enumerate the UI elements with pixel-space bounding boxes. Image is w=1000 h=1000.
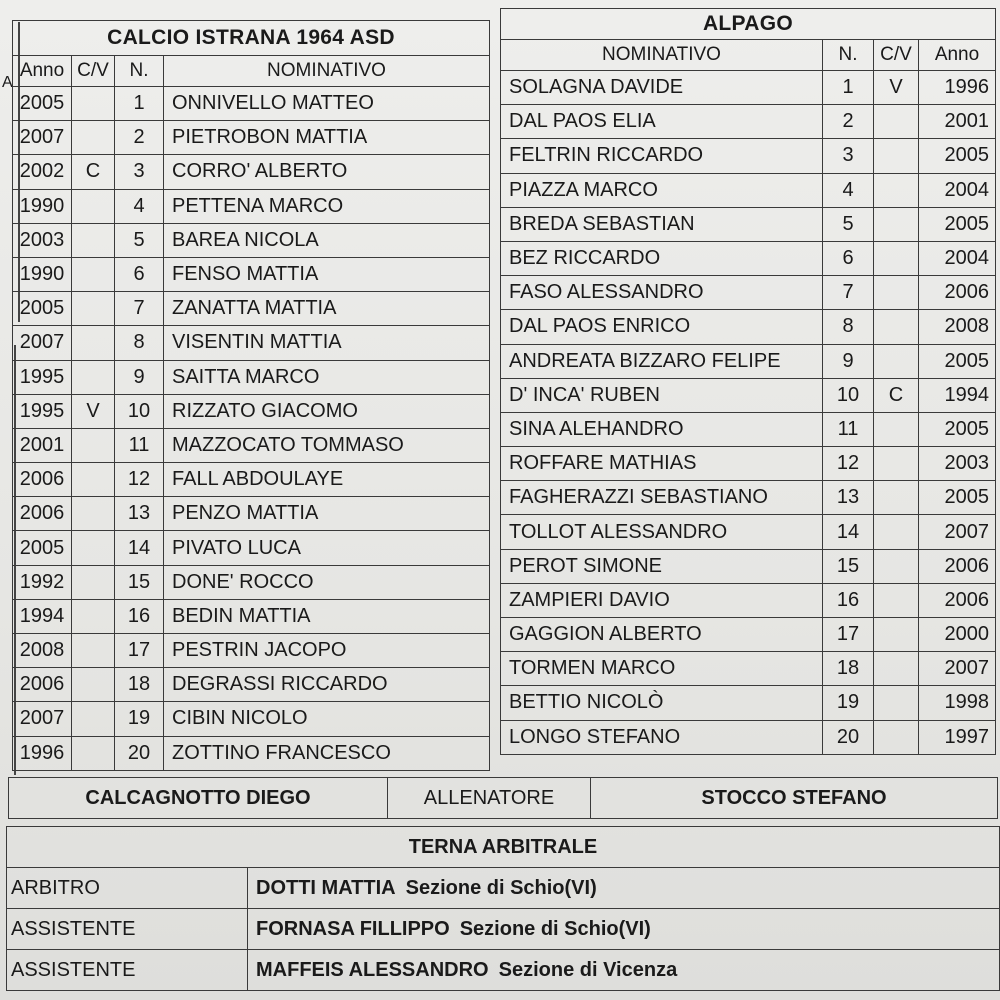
home-player-number: 4 [115,189,164,223]
home-player-anno: 2005 [13,292,72,326]
home-player-row [13,292,490,326]
home-player-row [13,599,490,633]
away-player-name: TORMEN MARCO [501,652,823,686]
away-player-row [501,173,996,207]
home-player-number: 3 [115,155,164,189]
away-player-row [501,105,996,139]
home-player-row [13,257,490,291]
home-player-cv [72,565,115,599]
away-player-name: ZAMPIERI DAVIO [501,583,823,617]
away-player-number: 15 [823,549,874,583]
left-edge-letter: A [2,74,13,91]
away-player-number: 19 [823,686,874,720]
away-player-anno: 2005 [919,412,996,446]
away-header-name: NOMINATIVO [501,40,823,71]
home-player-name: SAITTA MARCO [164,360,490,394]
home-player-name: MAZZOCATO TOMMASO [164,428,490,462]
referee-name: MAFFEIS ALESSANDRO [256,958,489,981]
home-player-name: ZOTTINO FRANCESCO [164,736,490,770]
away-player-name: LONGO STEFANO [501,720,823,754]
away-player-number: 14 [823,515,874,549]
away-player-name: TOLLOT ALESSANDRO [501,515,823,549]
away-player-number: 5 [823,207,874,241]
home-player-anno: 2005 [13,87,72,121]
home-player-cv [72,87,115,121]
away-player-anno: 1997 [919,720,996,754]
away-player-cv [874,720,919,754]
home-player-number: 20 [115,736,164,770]
away-player-cv [874,105,919,139]
home-player-anno: 1990 [13,257,72,291]
away-header-cv: C/V [874,40,919,71]
referee-section: Sezione di Schio(VI) [459,917,651,940]
referees-table [6,826,1000,991]
home-player-cv [72,223,115,257]
away-player-row [501,447,996,481]
home-player-name: PESTRIN JACOPO [164,634,490,668]
away-player-row [501,583,996,617]
away-player-anno: 2004 [919,173,996,207]
home-player-anno: 2006 [13,497,72,531]
away-player-anno: 1996 [919,71,996,105]
home-player-row [13,121,490,155]
home-player-cv [72,257,115,291]
away-player-cv [874,276,919,310]
away-player-number: 13 [823,481,874,515]
home-player-cv [72,292,115,326]
home-player-row [13,428,490,462]
away-player-anno: 2007 [919,515,996,549]
referee-role: ARBITRO [7,868,248,909]
away-team-name: ALPAGO [501,9,996,40]
away-player-anno: 2004 [919,241,996,275]
away-player-number: 10 [823,378,874,412]
home-player-number: 6 [115,257,164,291]
away-player-name: ANDREATA BIZZARO FELIPE [501,344,823,378]
home-player-cv [72,497,115,531]
away-player-name: BREDA SEBASTIAN [501,207,823,241]
home-player-anno: 1995 [13,394,72,428]
away-player-name: D' INCA' RUBEN [501,378,823,412]
home-player-anno: 2003 [13,223,72,257]
away-header-n: N. [823,40,874,71]
referees-rows [7,868,1000,991]
away-player-cv [874,481,919,515]
home-player-row [13,223,490,257]
away-player-name: GAGGION ALBERTO [501,618,823,652]
away-player-anno: 2005 [919,139,996,173]
away-player-row [501,652,996,686]
away-player-row [501,549,996,583]
home-player-name: PIVATO LUCA [164,531,490,565]
away-player-anno: 1994 [919,378,996,412]
home-player-number: 13 [115,497,164,531]
home-player-number: 16 [115,599,164,633]
away-player-cv [874,686,919,720]
home-player-anno: 1990 [13,189,72,223]
home-players [13,87,490,771]
away-player-anno: 2006 [919,549,996,583]
home-player-cv [72,599,115,633]
home-player-row [13,394,490,428]
away-player-anno: 2007 [919,652,996,686]
away-player-name: BETTIO NICOLÒ [501,686,823,720]
away-player-cv [874,412,919,446]
away-player-name: ROFFARE MATHIAS [501,447,823,481]
away-player-cv [874,310,919,344]
away-player-number: 18 [823,652,874,686]
away-player-cv [874,549,919,583]
home-player-anno: 2002 [13,155,72,189]
away-player-row [501,310,996,344]
home-player-name: PIETROBON MATTIA [164,121,490,155]
home-player-cv [72,428,115,462]
home-player-number: 1 [115,87,164,121]
home-player-anno: 2007 [13,121,72,155]
home-player-name: VISENTIN MATTIA [164,326,490,360]
home-player-row [13,326,490,360]
home-player-row [13,497,490,531]
home-player-cv [72,702,115,736]
home-player-name: DONE' ROCCO [164,565,490,599]
home-player-number: 7 [115,292,164,326]
home-player-cv: V [72,394,115,428]
away-player-row [501,481,996,515]
home-player-number: 12 [115,463,164,497]
away-player-name: FELTRIN RICCARDO [501,139,823,173]
away-player-cv [874,583,919,617]
referee-row [7,950,1000,991]
home-player-row [13,668,490,702]
away-player-name: SOLAGNA DAVIDE [501,71,823,105]
home-player-name: RIZZATO GIACOMO [164,394,490,428]
away-player-cv [874,618,919,652]
away-player-row [501,720,996,754]
home-player-number: 2 [115,121,164,155]
home-player-anno: 1994 [13,599,72,633]
away-player-row [501,241,996,275]
away-player-number: 16 [823,583,874,617]
home-header-name: NOMINATIVO [164,56,490,87]
home-player-anno: 2005 [13,531,72,565]
home-player-cv [72,668,115,702]
home-player-cv [72,736,115,770]
home-player-number: 9 [115,360,164,394]
home-player-row [13,565,490,599]
home-player-number: 18 [115,668,164,702]
home-player-row [13,87,490,121]
away-coach: STOCCO STEFANO [591,778,998,819]
coaches-row [8,777,998,819]
away-player-anno: 2001 [919,105,996,139]
referee-role: ASSISTENTE [7,909,248,950]
away-player-number: 1 [823,71,874,105]
away-player-number: 3 [823,139,874,173]
home-player-anno: 2006 [13,668,72,702]
home-player-anno: 2006 [13,463,72,497]
home-player-number: 5 [115,223,164,257]
away-player-row [501,412,996,446]
away-player-anno: 2005 [919,207,996,241]
referee-row [7,909,1000,950]
away-team-table [500,8,996,755]
away-player-number: 17 [823,618,874,652]
home-player-row [13,360,490,394]
away-player-cv [874,139,919,173]
home-player-name: CIBIN NICOLO [164,702,490,736]
away-players [501,71,996,755]
home-player-number: 15 [115,565,164,599]
referee-info [248,909,1000,950]
away-player-anno: 2000 [919,618,996,652]
home-player-cv: C [72,155,115,189]
home-player-name: ZANATTA MATTIA [164,292,490,326]
away-player-cv [874,652,919,686]
home-player-anno: 2001 [13,428,72,462]
home-player-cv [72,326,115,360]
home-player-name: DEGRASSI RICCARDO [164,668,490,702]
home-header-n: N. [115,56,164,87]
home-player-row [13,189,490,223]
home-player-name: FENSO MATTIA [164,257,490,291]
home-player-name: PENZO MATTIA [164,497,490,531]
referee-info [248,868,1000,909]
home-player-name: CORRO' ALBERTO [164,155,490,189]
home-player-number: 17 [115,634,164,668]
home-player-row [13,463,490,497]
away-player-row [501,378,996,412]
away-player-name: FAGHERAZZI SEBASTIANO [501,481,823,515]
referee-name: FORNASA FILLIPPO [256,917,450,940]
away-player-number: 20 [823,720,874,754]
away-player-anno: 2005 [919,344,996,378]
away-player-number: 11 [823,412,874,446]
away-player-anno: 1998 [919,686,996,720]
referee-section: Sezione di Schio(VI) [405,876,597,899]
home-player-cv [72,531,115,565]
home-player-number: 19 [115,702,164,736]
referee-name: DOTTI MATTIA [256,876,396,899]
away-player-name: PIAZZA MARCO [501,173,823,207]
away-player-name: PEROT SIMONE [501,549,823,583]
home-player-number: 11 [115,428,164,462]
home-player-row [13,531,490,565]
away-player-name: DAL PAOS ENRICO [501,310,823,344]
home-player-number: 14 [115,531,164,565]
home-player-number: 10 [115,394,164,428]
away-player-cv [874,173,919,207]
away-player-name: SINA ALEHANDRO [501,412,823,446]
referee-row [7,868,1000,909]
home-header-cv: C/V [72,56,115,87]
home-player-cv [72,189,115,223]
home-player-anno: 1995 [13,360,72,394]
home-player-anno: 1992 [13,565,72,599]
away-player-cv [874,241,919,275]
home-player-row [13,155,490,189]
referee-role: ASSISTENTE [7,950,248,991]
home-player-cv [72,463,115,497]
home-player-name: BAREA NICOLA [164,223,490,257]
away-player-number: 8 [823,310,874,344]
away-player-cv [874,207,919,241]
away-player-cv: V [874,71,919,105]
home-player-cv [72,360,115,394]
home-team-name: CALCIO ISTRANA 1964 ASD [13,21,490,56]
away-player-cv [874,447,919,481]
home-header-anno: Anno [13,56,72,87]
away-player-number: 7 [823,276,874,310]
away-player-cv: C [874,378,919,412]
away-player-name: FASO ALESSANDRO [501,276,823,310]
home-player-name: BEDIN MATTIA [164,599,490,633]
home-coach: CALCAGNOTTO DIEGO [9,778,388,819]
away-player-cv [874,344,919,378]
away-player-cv [874,515,919,549]
away-player-row [501,515,996,549]
home-team-table [12,20,490,771]
home-player-anno: 2008 [13,634,72,668]
home-player-name: PETTENA MARCO [164,189,490,223]
home-player-cv [72,121,115,155]
home-player-cv [72,634,115,668]
away-player-row [501,139,996,173]
home-player-row [13,634,490,668]
home-player-row [13,702,490,736]
home-player-row [13,736,490,770]
away-player-row [501,276,996,310]
away-header-anno: Anno [919,40,996,71]
away-player-number: 6 [823,241,874,275]
away-player-row [501,618,996,652]
away-player-anno: 2006 [919,276,996,310]
away-player-number: 4 [823,173,874,207]
away-player-anno: 2005 [919,481,996,515]
home-player-anno: 2007 [13,326,72,360]
home-player-name: FALL ABDOULAYE [164,463,490,497]
home-player-anno: 1996 [13,736,72,770]
away-player-number: 9 [823,344,874,378]
coach-label: ALLENATORE [388,778,591,819]
away-player-name: BEZ RICCARDO [501,241,823,275]
away-player-row [501,71,996,105]
away-player-anno: 2006 [919,583,996,617]
referee-info [248,950,1000,991]
referee-section: Sezione di Vicenza [498,958,678,981]
away-player-row [501,344,996,378]
home-player-name: ONNIVELLO MATTEO [164,87,490,121]
away-player-number: 2 [823,105,874,139]
away-player-anno: 2008 [919,310,996,344]
home-player-number: 8 [115,326,164,360]
away-player-row [501,207,996,241]
home-player-anno: 2007 [13,702,72,736]
away-player-row [501,686,996,720]
away-player-number: 12 [823,447,874,481]
referees-title: TERNA ARBITRALE [7,827,1000,868]
away-player-name: DAL PAOS ELIA [501,105,823,139]
away-player-anno: 2003 [919,447,996,481]
